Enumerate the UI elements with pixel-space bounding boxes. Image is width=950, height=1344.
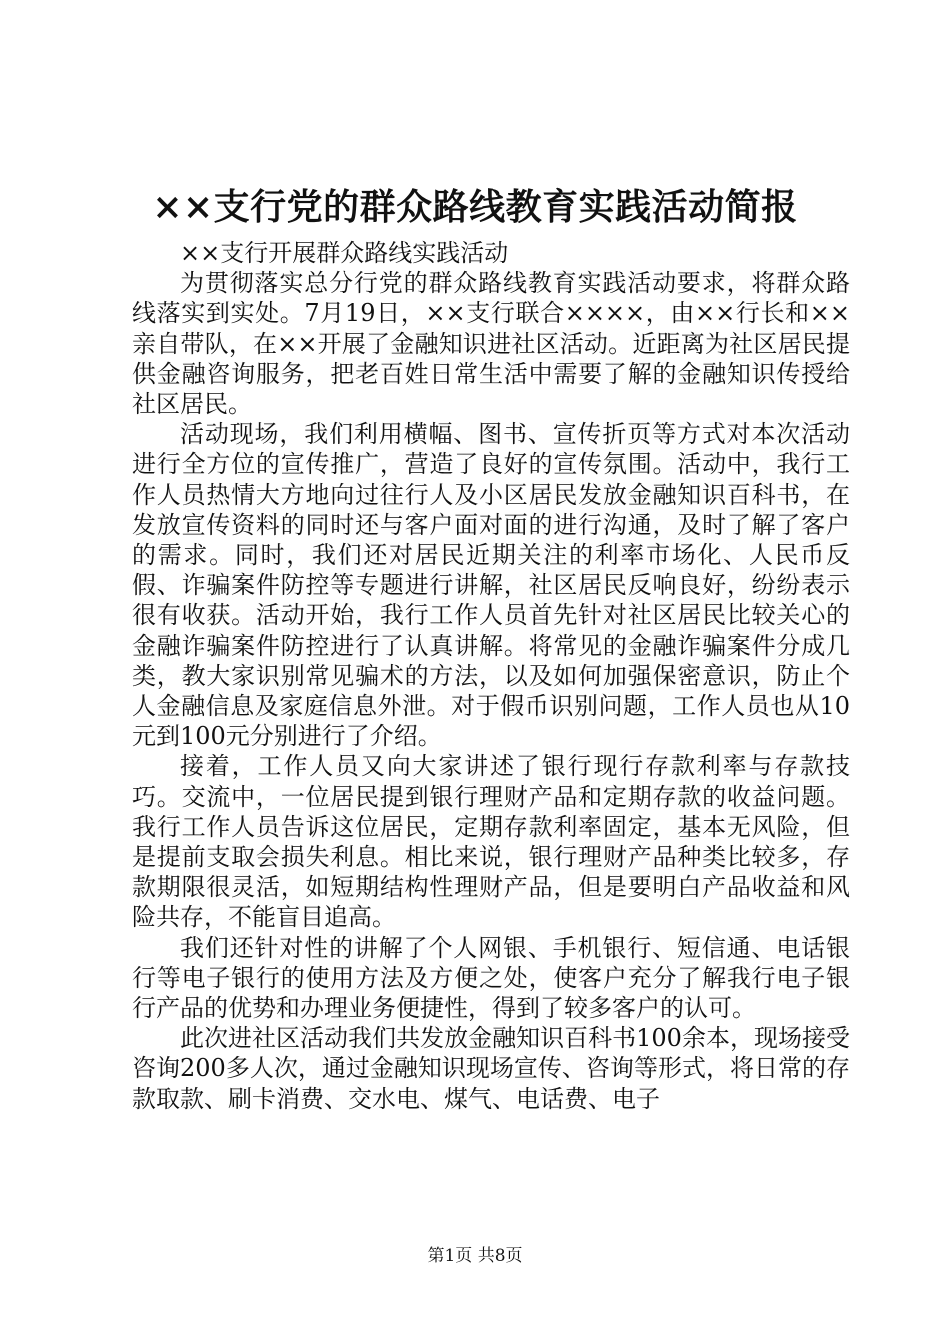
paragraph-1: 为贯彻落实总分行党的群众路线教育实践活动要求，将群众路线落实到实处。7月19日，××支行联合××××，由××行长和××亲自带队，在××开展了金融知识进社区活动。近距离为社区居民提供金融咨询服务，把老百姓日常生活中需要了解的金融知识传授给社区居民。 bbox=[132, 269, 850, 419]
paragraph-3: 接着，工作人员又向大家讲述了银行现行存款利率与存款技巧。交流中，一位居民提到银行理财产品和定期存款的收益问题。我行工作人员告诉这位居民，定期存款利率固定，基本无风险，但是提前支取会损失利息。相比来说，银行理财产品种类比较多，存款期限很灵活，如短期结构性理财产品，但是要明白产品收益和风险共存，不能盲目追高。 bbox=[132, 752, 850, 932]
paragraph-2: 活动现场，我们利用横幅、图书、宣传折页等方式对本次活动进行全方位的宣传推广，营造了良好的宣传氛围。活动中，我行工作人员热情大方地向过往行人及小区居民发放金融知识百科书，在发放宣传资料的同时还与客户面对面的进行沟通，及时了解了客户的需求。同时，我们还对居民近期关注的利率市场化、人民币反假、诈骗案件防控等专题进行讲解，社区居民反响良好，纷纷表示很有收获。活动开始，我行工作人员首先针对社区居民比较关心的金融诈骗案件防控进行了认真讲解。将常见的金融诈骗案件分成几类，教大家识别常见骗术的方法，以及如何加强保密意识，防止个人金融信息及家庭信息外泄。对于假币识别问题，工作人员也从10元到100元分别进行了介绍。 bbox=[132, 420, 850, 751]
page-number-footer: 第1页 共8页 bbox=[427, 1246, 523, 1266]
paragraph-5: 此次进社区活动我们共发放金融知识百科书100余本，现场接受咨询200多人次，通过金融知识现场宣传、咨询等形式，将日常的存款取款、刷卡消费、交水电、煤气、电话费、电子 bbox=[132, 1024, 850, 1113]
document-subtitle: ××支行开展群众路线实践活动 bbox=[180, 239, 509, 267]
document-body bbox=[132, 238, 850, 1114]
document-title: ××支行党的群众路线教育实践活动简报 bbox=[152, 186, 798, 228]
paragraph-4: 我们还针对性的讲解了个人网银、手机银行、短信通、电话银行等电子银行的使用方法及方便之处，使客户充分了解我行电子银行产品的优势和办理业务便捷性，得到了较多客户的认可。 bbox=[132, 933, 850, 1023]
